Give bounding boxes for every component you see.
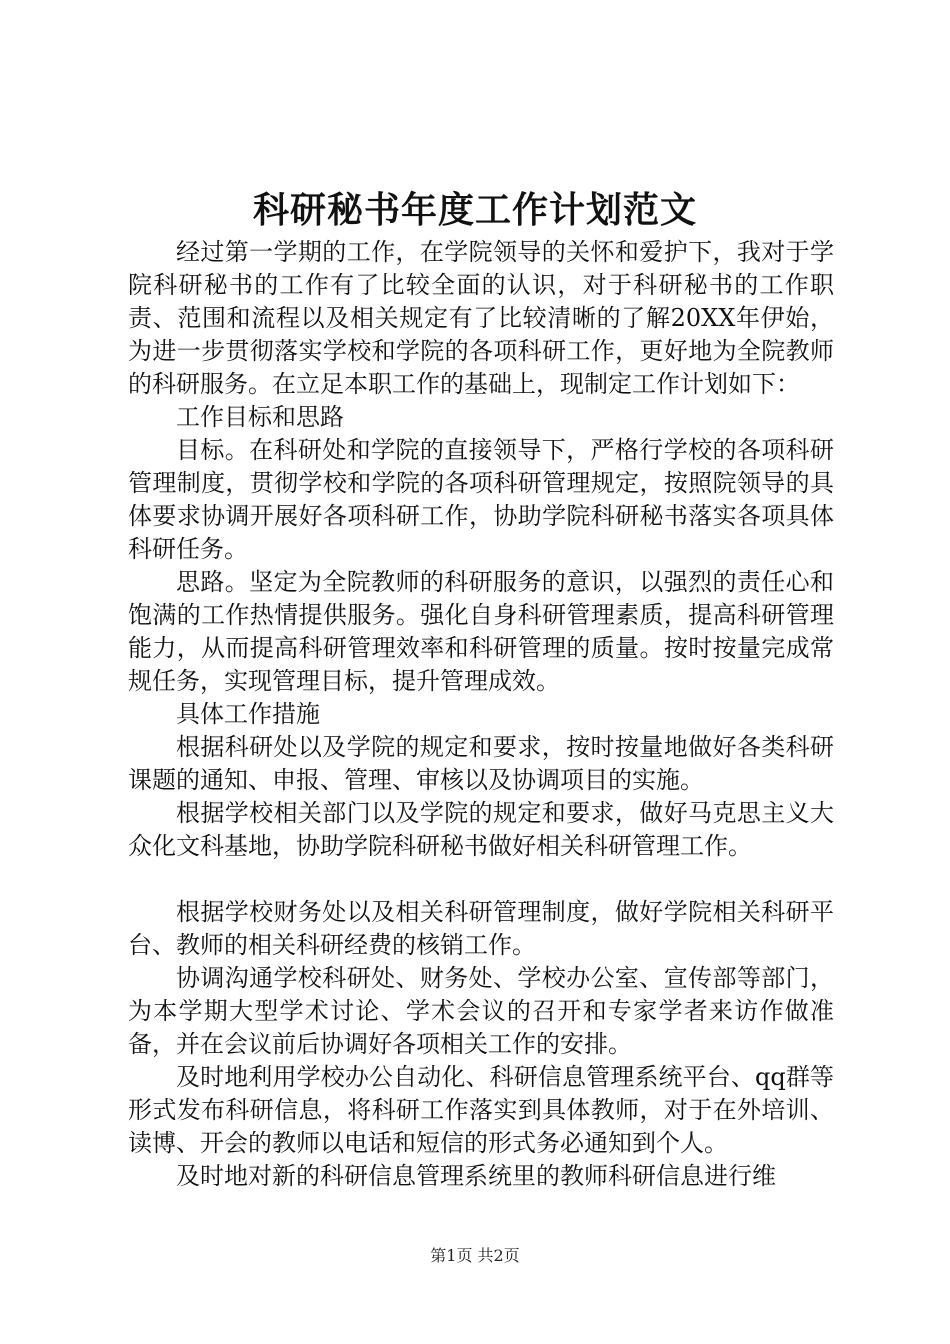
page-number-footer: 第1页 共2页 [430, 1246, 520, 1265]
paragraph-measure-4: 协调沟通学校科研处、财务处、学校办公室、宣传部等部门，为本学期大型学术讨论、学术会议的召开和专家学者来访作做准备，并在会议前后协调好各项相关工作的安排。 [128, 964, 834, 1058]
paragraph-measure-5: 及时地利用学校办公自动化、科研信息管理系统平台、qq群等形式发布科研信息，将科研工作落实到具体教师，对于在外培训、读博、开会的教师以电话和短信的形式务必通知到个人。 [128, 1063, 834, 1157]
section-heading-measures: 具体工作措施 [176, 700, 320, 728]
paragraph-measure-2: 根据学校相关部门以及学院的规定和要求，做好马克思主义大众化文科基地，协助学院科研秘书做好相关科研管理工作。 [128, 799, 834, 860]
paragraph-intro: 经过第一学期的工作，在学院领导的关怀和爱护下，我对于学院科研秘书的工作有了比较全面的认识，对于科研秘书的工作职责、范围和流程以及相关规定有了比较清晰的了解20XX年伊始，为进一步贯彻落实学校和学院的各项科研工作，更好地为全院教师的科研服务。在立足本职工作的基础上，现制定工作计划如下： [128, 238, 834, 398]
document-title: 科研秘书年度工作计划范文 [252, 189, 697, 231]
paragraph-goal: 目标。在科研处和学院的直接领导下，严格行学校的各项科研管理制度，贯彻学校和学院的各项科研管理规定，按照院领导的具体要求协调开展好各项科研工作，协助学院科研秘书落实各项具体科研任务。 [128, 436, 834, 563]
section-heading-goals: 工作目标和思路 [176, 403, 344, 431]
paragraph-gap [128, 863, 834, 896]
paragraph-measure-3: 根据学校财务处以及相关科研管理制度，做好学院相关科研平台、教师的相关科研经费的核销工作。 [128, 898, 834, 959]
paragraph-measure-1: 根据科研处以及学院的规定和要求，按时按量地做好各类科研课题的通知、申报、管理、审核以及协调项目的实施。 [128, 733, 834, 794]
paragraph-measure-6: 及时地对新的科研信息管理系统里的教师科研信息进行维 [176, 1162, 776, 1190]
paragraph-approach: 思路。坚定为全院教师的科研服务的意识，以强烈的责任心和饱满的工作热情提供服务。强化自身科研管理素质，提高科研管理能力，从而提高科研管理效率和科研管理的质量。按时按量完成常规任务，实现管理目标，提升管理成效。 [128, 568, 834, 695]
document-body [128, 236, 834, 1193]
